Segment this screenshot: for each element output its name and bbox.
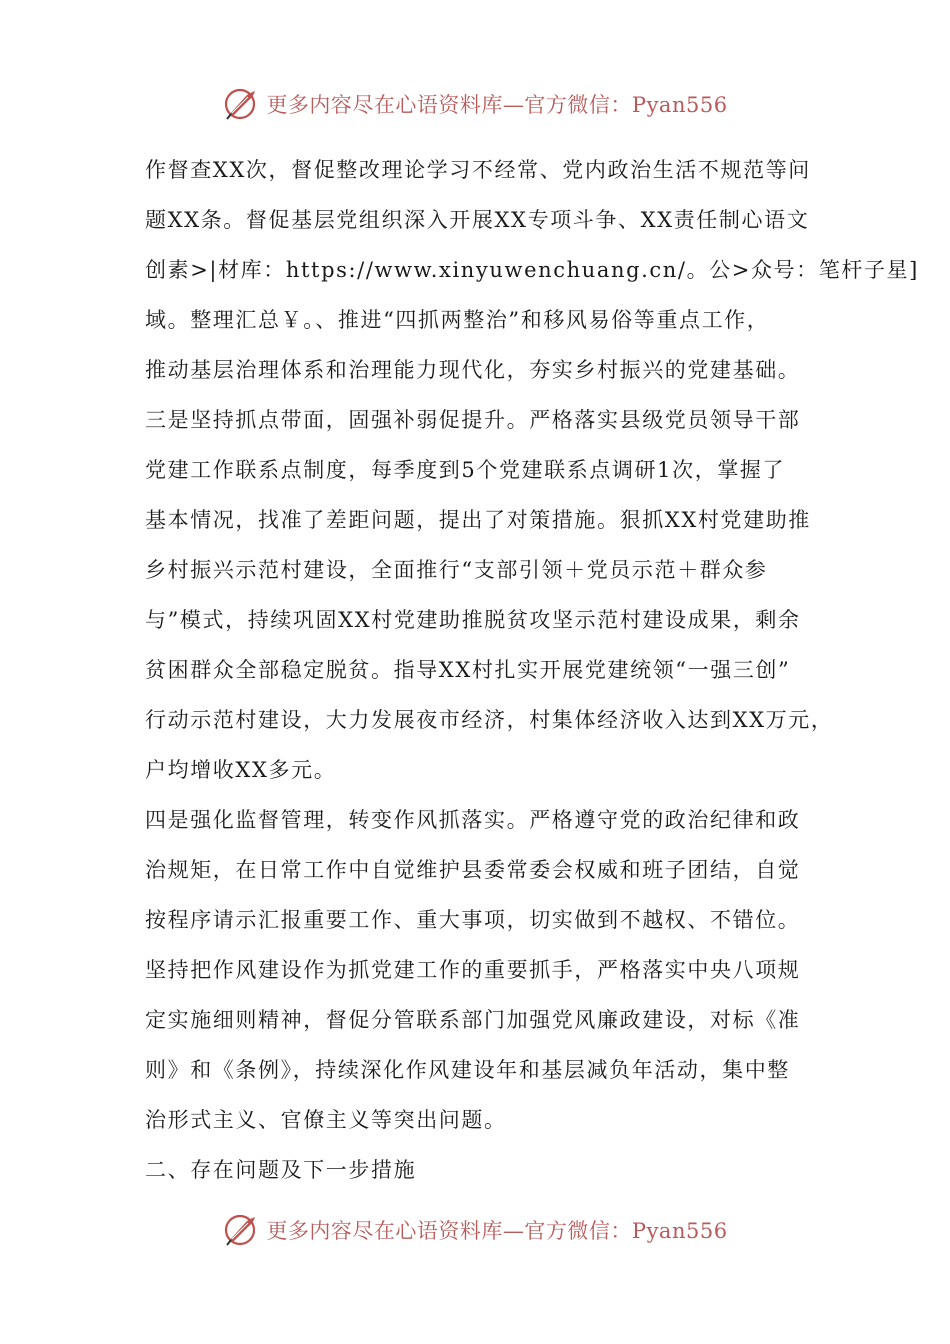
body-line: 四是强化监督管理，转变作风抓落实。严格遵守党的政治纪律和政 [145, 808, 801, 832]
quill-pen-logo-icon [222, 86, 258, 122]
body-line: 域。整理汇总￥。、推进“四抓两整治”和移风易俗等重点工作， [145, 308, 770, 332]
body-line: 定实施细则精神，督促分管联系部门加强党风廉政建设，对标《准 [145, 1008, 801, 1032]
body-line: 党建工作联系点制度，每季度到5个党建联系点调研1次，掌握了 [145, 458, 786, 482]
body-line: 按程序请示汇报重要工作、重大事项，切实做到不越权、不错位。 [145, 908, 801, 932]
footer-banner [0, 1208, 950, 1252]
body-line: 治形式主义、官僚主义等突出问题。 [145, 1108, 507, 1132]
body-line: 坚持把作风建设作为抓党建工作的重要抓手，严格落实中央八项规 [145, 958, 801, 982]
body-line: 三是坚持抓点带面，固强补弱促提升。严格落实县级党员领导干部 [145, 408, 801, 432]
body-line: 乡村振兴示范村建设，全面推行“支部引领＋党员示范＋群众参 [145, 558, 768, 582]
header-banner [0, 82, 950, 126]
body-line: 治规矩，在日常工作中自觉维护县委常委会权威和班子团结，自觉 [145, 858, 801, 882]
body-line: 基本情况，找准了差距问题，提出了对策措施。狠抓XX村党建助推 [145, 508, 811, 532]
header-banner-text: 更多内容尽在心语资料库—官方微信：Pyan556 [266, 93, 728, 117]
body-line: 推动基层治理体系和治理能力现代化，夯实乡村振兴的党建基础。 [145, 358, 801, 382]
body-line: 行动示范村建设，大力发展夜市经济，村集体经济收入达到XX万元， [145, 708, 834, 732]
body-line: 贫困群众全部稳定脱贫。指导XX村扎实开展党建统领“一强三创” [145, 658, 791, 682]
body-line: 创素>|材库：https://www.xinyuwenchuang.cn/。公>众号：笔杆子星] [145, 258, 919, 282]
footer-banner-text: 更多内容尽在心语资料库—官方微信：Pyan556 [266, 1219, 728, 1243]
body-line: 则》和《条例》，持续深化作风建设年和基层减负年活动，集中整 [145, 1058, 790, 1082]
body-line: 户均增收XX多元。 [145, 758, 337, 782]
quill-pen-logo-icon [222, 1212, 258, 1248]
section-heading: 二、存在问题及下一步措施 [145, 1158, 417, 1182]
body-line: 题XX条。督促基层党组织深入开展XX专项斗争、XX责任制心语文 [145, 208, 810, 232]
body-line: 作督查XX次，督促整改理论学习不经常、党内政治生活不规范等问 [145, 158, 811, 182]
document-body [145, 145, 919, 1195]
body-line: 与”模式，持续巩固XX村党建助推脱贫攻坚示范村建设成果，剩余 [145, 608, 801, 632]
